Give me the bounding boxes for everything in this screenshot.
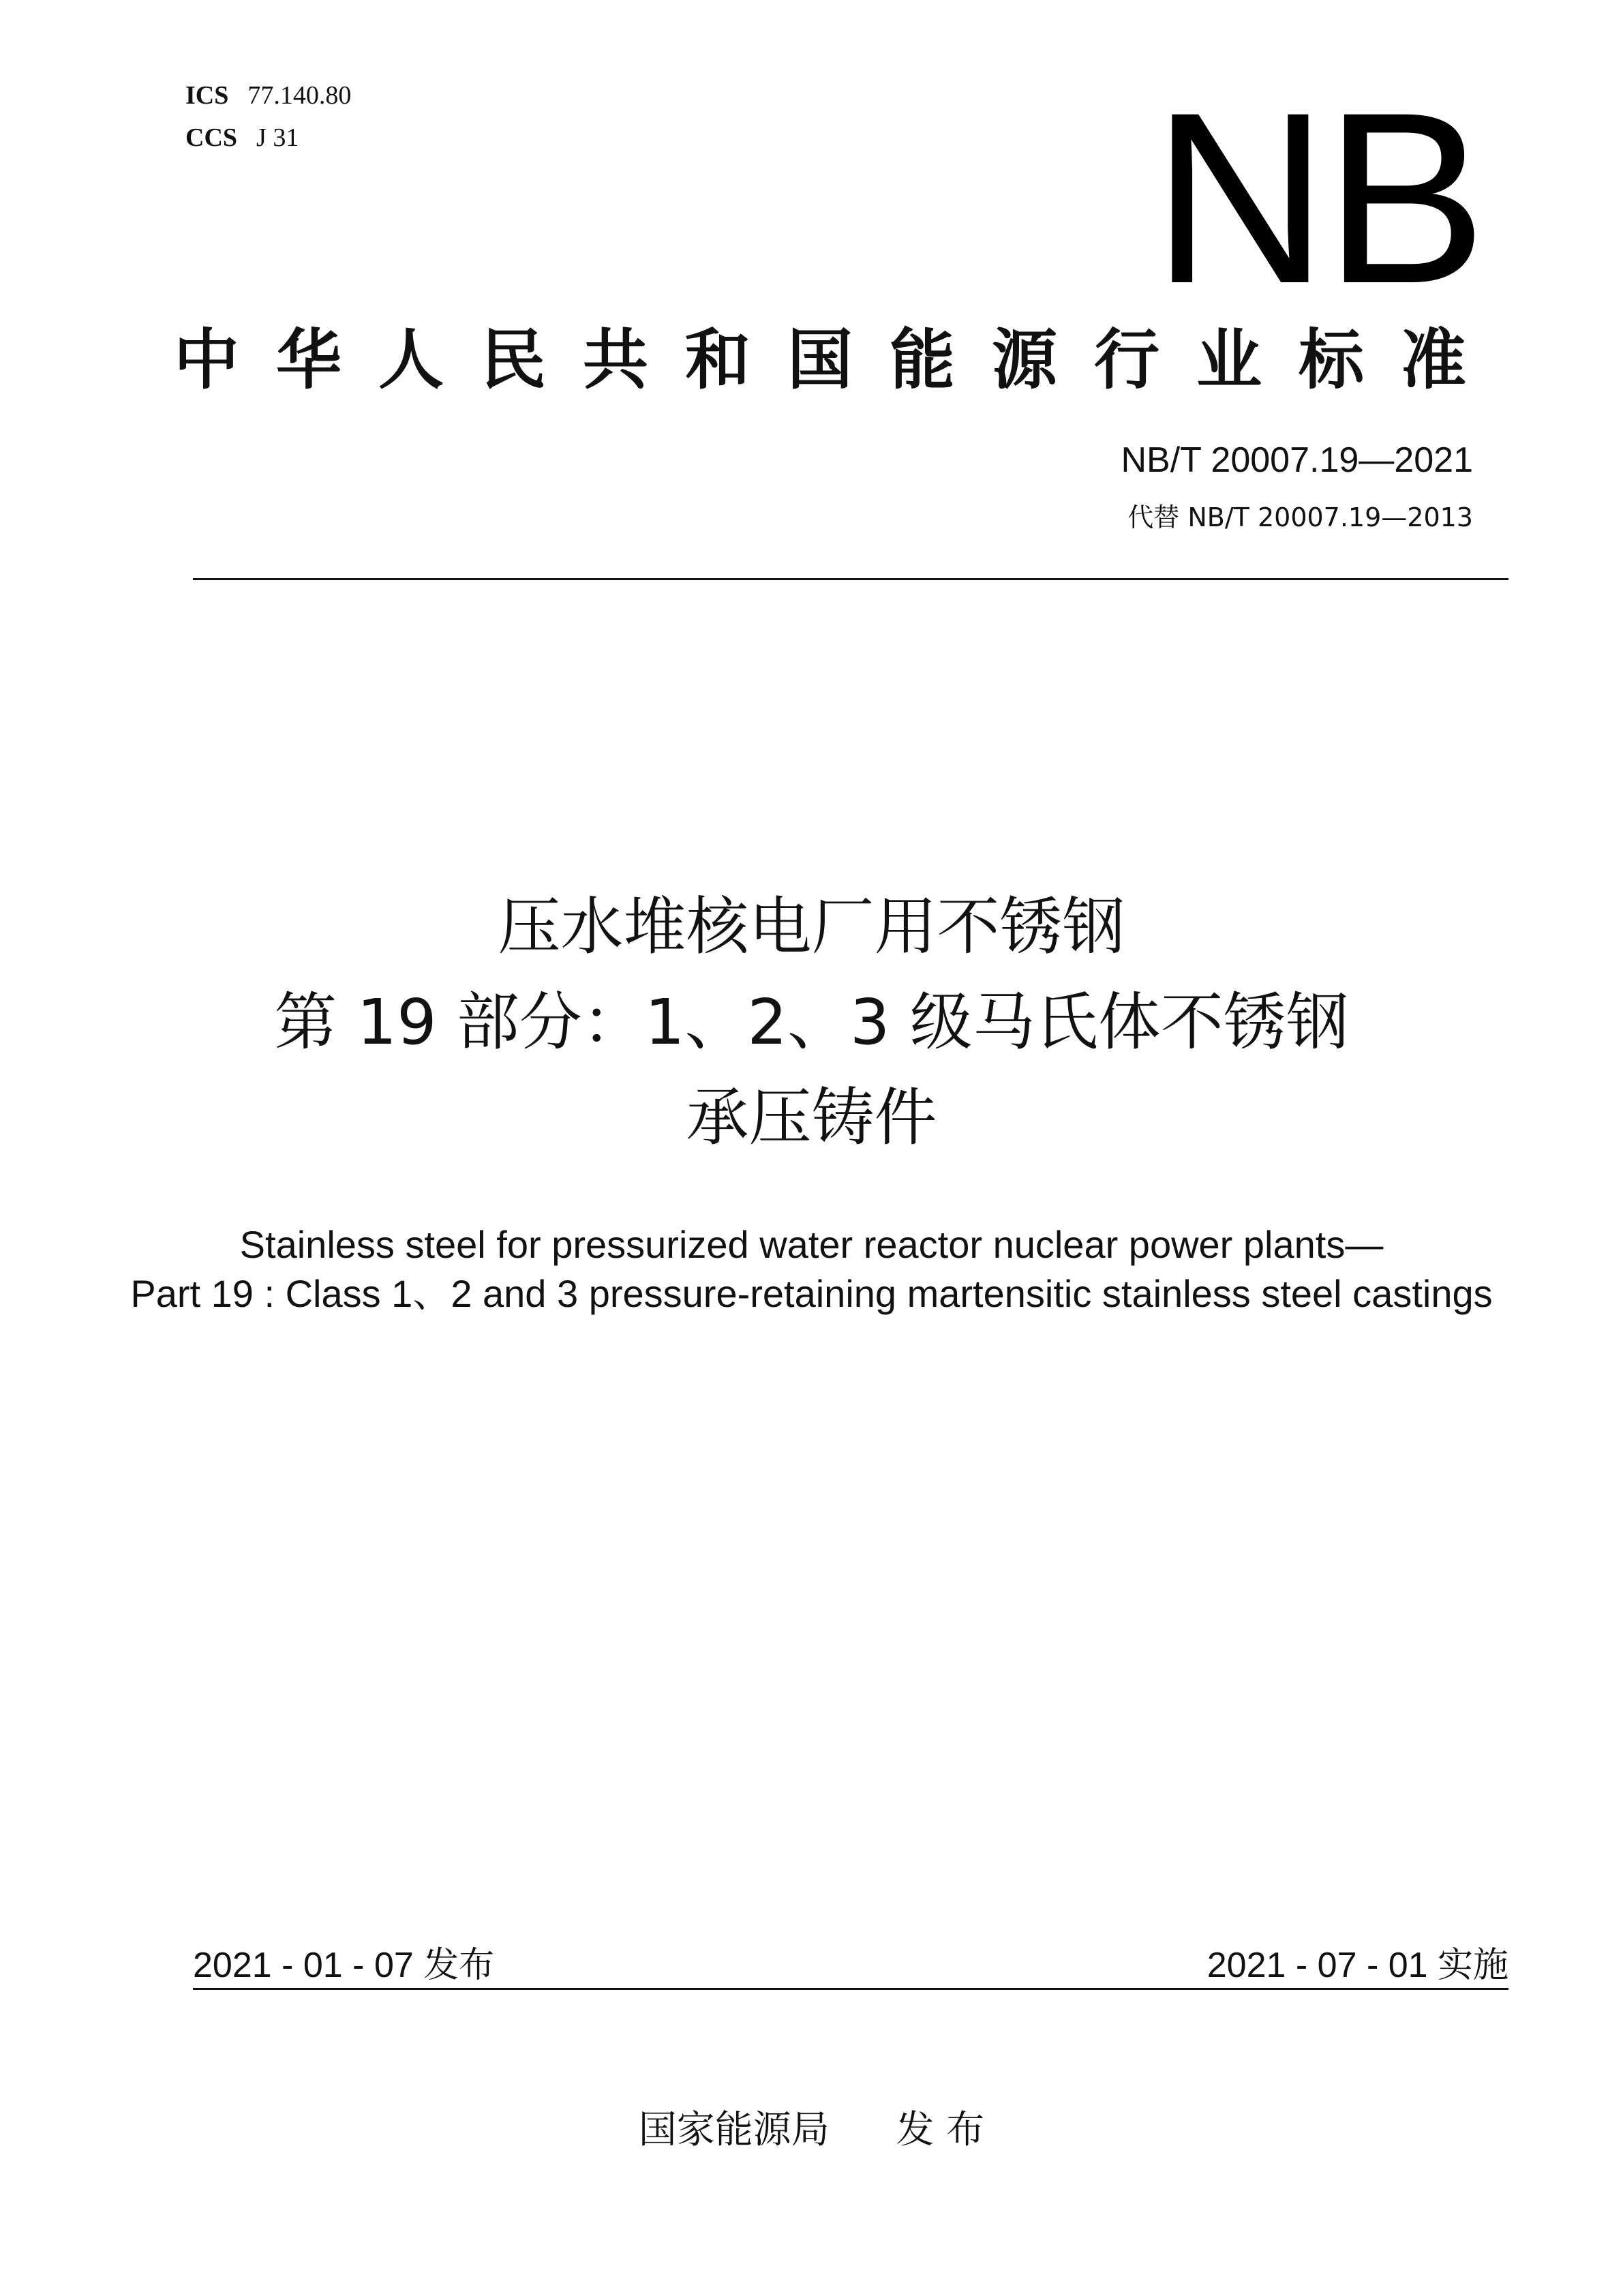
publisher-line (0, 2100, 1623, 2154)
implementation-date: 2021 - 07 - 01 实施 (1207, 1946, 1508, 1985)
organization-title: 中华人民共和国能源行业标准 (174, 322, 1503, 398)
title-line-3: 承压铸件 (686, 1081, 937, 1154)
ccs-code: J 31 (256, 123, 299, 152)
english-title (0, 1220, 1623, 1318)
nb-logo: NB (1152, 61, 1483, 334)
ics-label: ICS (185, 81, 229, 110)
issue-date: 2021 - 01 - 07 发布 (193, 1946, 495, 1985)
header-divider (193, 578, 1508, 580)
title-line-2: 第 19 部分：1、2、3 级马氏体不锈钢 (274, 986, 1349, 1059)
ccs-classification (185, 123, 299, 153)
ics-code: 77.140.80 (247, 81, 352, 110)
publish-action: 发 布 (896, 2108, 985, 2152)
chinese-title (0, 879, 1623, 1166)
footer-divider (193, 1988, 1508, 1990)
publisher-name: 国家能源局 (638, 2108, 830, 2152)
english-title-line-1: Stainless steel for pressurized water reactor nuclear power plants— (239, 1223, 1384, 1266)
replaces-standard: 代替 NB/T 20007.19—2013 (1127, 502, 1473, 532)
standard-number: NB/T 20007.19—2021 (1121, 440, 1473, 480)
ics-classification (185, 80, 351, 110)
english-title-line-2: Part 19 : Class 1、2 and 3 pressure-retaining martensitic stainless steel castings (130, 1272, 1493, 1315)
title-line-1: 压水堆核电厂用不锈钢 (498, 890, 1125, 963)
ccs-label: CCS (185, 123, 238, 152)
